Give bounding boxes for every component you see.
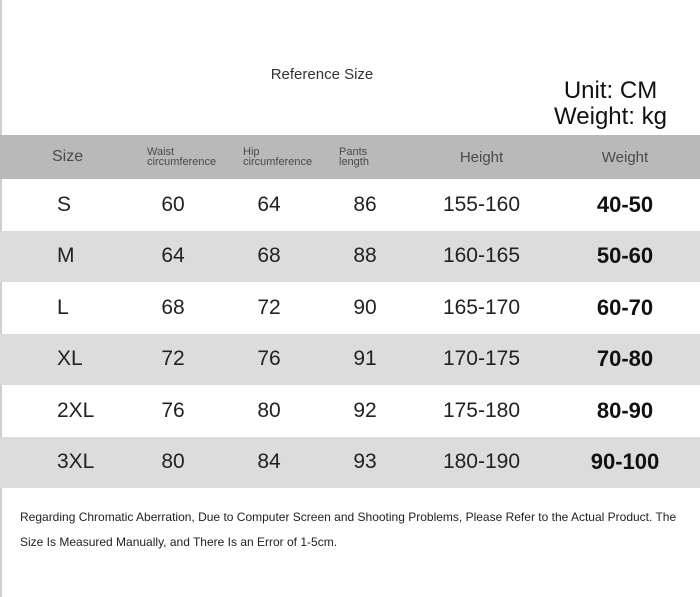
table-row [0,437,700,489]
cell-hip: 84 [257,450,281,474]
table-row [0,179,700,231]
table-row [0,282,700,334]
cell-hip: 72 [257,295,281,319]
unit-label: Unit: CM [563,77,658,104]
header-size: Size [52,148,84,165]
cell-size: S [57,192,72,216]
table-row [0,231,700,283]
table-row [0,385,700,437]
size-table [0,135,700,488]
cell-waist: 60 [161,192,185,216]
unit-legend [554,78,667,130]
chart-title: Reference Size [270,66,374,83]
disclaimer-line-1: Regarding Chromatic Aberration, Due to Computer Screen and Shooting Problems, Please Refer to the Actual Product. The [20,510,677,524]
cell-pants-length: 88 [353,244,377,268]
cell-weight: 70-80 [596,346,654,372]
header-height: Height [459,148,504,166]
weight-unit-label: Weight: kg [554,103,667,130]
cell-waist: 68 [161,295,185,319]
disclaimer-line-2: Size Is Measured Manually, and There Is an Error of 1-5cm. [20,535,338,549]
cell-height: 170-175 [442,347,521,371]
cell-size: XL [57,347,83,371]
header-hip: Hip circumference [243,146,313,168]
cell-pants-length: 93 [353,450,377,474]
cell-waist: 64 [161,244,185,268]
cell-size: M [57,244,75,268]
cell-hip: 80 [257,398,281,422]
cell-size: 2XL [57,398,95,422]
cell-weight: 40-50 [596,191,654,217]
cell-size: L [57,295,69,319]
disclaimer-note [20,505,690,555]
cell-waist: 76 [161,398,185,422]
cell-hip: 76 [257,347,281,371]
cell-weight: 60-70 [596,294,654,320]
cell-hip: 64 [257,192,281,216]
cell-pants-length: 90 [353,295,377,319]
cell-pants-length: 86 [353,192,377,216]
cell-pants-length: 92 [353,398,377,422]
table-row [0,334,700,386]
header-pants-length: Pants length [339,146,369,168]
cell-weight: 90-100 [590,449,660,475]
cell-waist: 80 [161,450,185,474]
cell-pants-length: 91 [353,347,377,371]
cell-height: 180-190 [442,450,521,474]
cell-waist: 72 [161,347,185,371]
header-weight: Weight [601,148,649,166]
cell-height: 155-160 [442,192,521,216]
table-header-row [0,135,700,179]
cell-weight: 50-60 [596,243,654,269]
cell-height: 175-180 [442,398,521,422]
cell-weight: 80-90 [596,397,654,423]
cell-hip: 68 [257,244,281,268]
cell-size: 3XL [57,450,95,474]
cell-height: 165-170 [442,295,521,319]
cell-height: 160-165 [442,244,521,268]
header-waist: Waist circumference [147,146,217,168]
